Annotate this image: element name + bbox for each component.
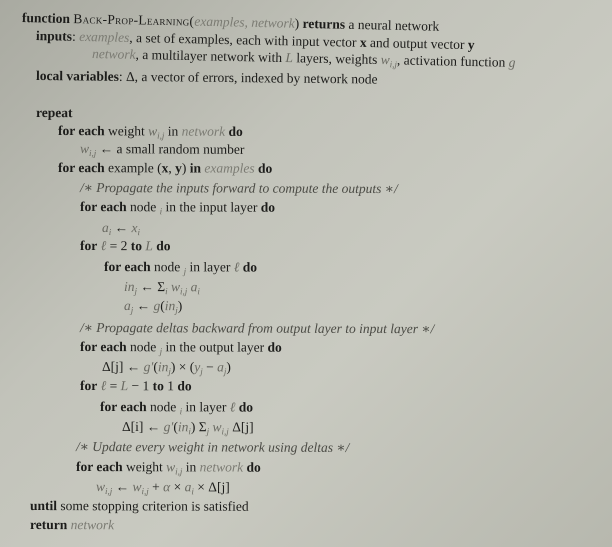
code-token: examples, network [194,13,295,31]
code-token: weight [104,123,149,139]
code-token: w [380,52,390,68]
code-token: for each [75,459,123,475]
code-token: w [148,123,158,139]
code-line-l25 [30,498,249,515]
code-line-l19 [80,378,192,394]
code-token: in [157,359,169,375]
code-token: i [165,286,168,297]
code-token: inputs [35,28,73,44]
code-token: w [132,479,142,495]
code-token: x [161,160,169,176]
code-token: ← [112,479,133,495]
code-token: i,j [221,426,229,437]
code-token: and output vector [366,34,469,53]
code-token: local variables [35,68,119,84]
code-token: i [179,406,183,417]
code-token: i [191,486,194,497]
code-token: j [206,426,210,437]
code-token: ← a small random number [96,141,245,157]
code-token: ( [153,359,158,375]
code-token: in [164,123,182,139]
code-token: ℓ [229,399,236,415]
code-token: /∗ Update every weight in network using deltas ∗/ [75,439,350,455]
code-token: a [123,298,131,314]
code-token: weight [122,459,167,475]
code-token: x [359,34,367,50]
code-token: + [148,479,164,495]
code-token: j [130,305,134,316]
code-token: for each [79,199,127,215]
code-token: return [29,517,68,533]
code-token: some stopping criterion is satisfied [56,498,249,514]
code-token: ← [133,298,154,314]
code-line-l26 [30,517,114,533]
code-token: network [199,459,244,475]
code-line-l08 [58,160,272,177]
code-token: j [159,346,163,357]
code-line-l23 [76,459,261,480]
code-token: w [166,459,176,475]
code-token: − [202,359,218,375]
code-token: in the output layer [162,339,268,355]
code-token: examples [79,28,130,45]
code-token: to [130,238,143,254]
code-token: L [285,50,294,66]
code-token: = [106,378,121,394]
code-token: : [71,28,80,44]
code-token: for each [79,339,127,355]
code-token: for each [99,399,147,415]
code-token: i,j [88,148,97,159]
code-token: ) Σ [190,419,207,435]
code-token: do [156,238,171,254]
code-token: in [182,459,200,475]
code-token: ) [177,298,183,314]
code-token: j [134,286,138,297]
code-token: /∗ Propagate the inputs forward to compute the outputs ∗/ [79,180,398,197]
code-line-l13 [104,259,257,280]
code-token: in the input layer [162,199,261,215]
code-token: do [228,123,243,139]
code-token: x [131,220,138,236]
code-token: a [101,220,109,236]
code-token: until [29,498,58,514]
code-token: node [146,399,180,415]
code-token: examples [204,160,255,176]
code-line-l22 [76,439,349,456]
code-line-l15 [124,298,182,318]
code-token: in [177,419,189,435]
code-line-l07 [80,141,244,162]
code-token: ( [160,298,165,314]
code-token: 1 [163,378,178,394]
code-line-l10 [80,199,275,220]
code-token: in layer [186,259,234,275]
code-token: L [145,238,153,254]
code-token: , activation function [396,52,509,70]
code-token: node [126,199,160,215]
code-token: in layer [182,399,230,415]
code-token: i [159,206,163,217]
code-token: i,j [157,130,165,141]
code-token: example ( [104,160,162,176]
code-token: w [171,279,181,295]
code-token: /∗ Propagate deltas backward from output layer to input layer ∗/ [79,320,435,337]
code-token: y [175,160,182,176]
code-token: for each [103,259,151,275]
code-token: node [150,259,184,275]
code-token: a [184,479,192,495]
code-token: ← [111,220,132,236]
code-token: Δ[i] ← [121,419,164,435]
code-token: i [137,227,141,238]
code-line-l24 [96,479,230,499]
code-line-l05 [36,105,73,121]
code-token: do [242,259,258,275]
code-token: layers, weights [292,50,381,68]
code-token: : Δ, a vector of errors, indexed by network node [118,68,378,87]
code-token: ← Σ [137,279,166,295]
code-token: for [79,378,98,394]
code-line-l17 [80,339,282,360]
code-token: in [164,298,176,314]
code-token: j [168,366,171,377]
code-token: returns [302,15,346,32]
code-token: i [188,426,191,437]
code-token: i,j [175,466,183,477]
code-token: w [95,479,106,495]
code-token: for each [57,123,105,139]
code-token: α [163,479,171,495]
code-token: i [108,227,112,238]
code-token: = 2 [106,238,131,254]
code-token: i,j [141,486,149,497]
code-line-l21 [122,419,254,439]
code-line-l14 [124,279,200,299]
code-token: do [267,339,282,355]
code-line-l18 [102,359,231,379]
code-token: a [190,279,198,295]
code-token: × Δ[j] [193,479,230,495]
code-token: network [181,123,226,139]
code-token: network [70,517,115,533]
code-token: i,j [389,59,397,70]
code-token: j [223,366,227,377]
code-token: i [197,286,200,297]
code-line-l04 [36,68,378,88]
code-line-l16 [80,320,434,337]
code-token: Δ[j] [228,419,254,435]
code-token: Δ[j] ← [101,359,144,375]
code-token: g [153,298,161,314]
code-token: , a multilayer network with [135,46,286,66]
code-token: ( [173,419,178,435]
code-token: in [189,160,202,176]
code-token: , a set of examples, each with input vector [129,29,361,50]
code-token: L [120,378,129,394]
code-token: y [467,37,475,53]
code-token: i,j [180,286,188,297]
code-token: for [79,238,98,254]
code-token: ℓ [233,259,240,275]
code-token: g′ [143,359,154,375]
code-token: network [91,46,136,62]
code-token: do [257,160,273,176]
code-line-l12 [80,238,171,254]
code-token: j [200,366,203,377]
code-token: ) [294,15,303,31]
code-token: g [508,54,516,70]
code-token: a [217,359,224,375]
code-token: g′ [163,419,174,435]
code-token: y [194,359,201,375]
code-token: ) [181,160,190,176]
code-token: ℓ [100,238,107,254]
code-token: do [260,199,276,215]
code-token: ) × ( [170,359,195,375]
code-token: j [175,305,178,316]
code-token: node [126,339,160,355]
code-token: do [246,459,261,475]
code-token: in [123,279,135,295]
code-token: for each [57,160,105,176]
code-token: Back-Prop-Learning( [73,11,195,29]
code-token: w [212,419,222,435]
code-token: a neural network [344,16,440,34]
code-line-l09 [80,180,398,197]
code-token: do [177,378,192,394]
code-token: do [238,399,254,415]
code-token: × [170,479,185,495]
code-token: function [21,10,71,27]
code-token: repeat [35,105,73,121]
code-token: ℓ [100,378,107,394]
code-token: to [152,378,164,394]
code-token: i,j [104,486,113,497]
code-token: , [168,160,176,176]
code-token: − 1 [128,378,153,394]
code-token: j [183,266,187,277]
code-token: ) [226,359,231,375]
code-token: w [79,141,90,157]
code-line-l20 [100,399,253,420]
